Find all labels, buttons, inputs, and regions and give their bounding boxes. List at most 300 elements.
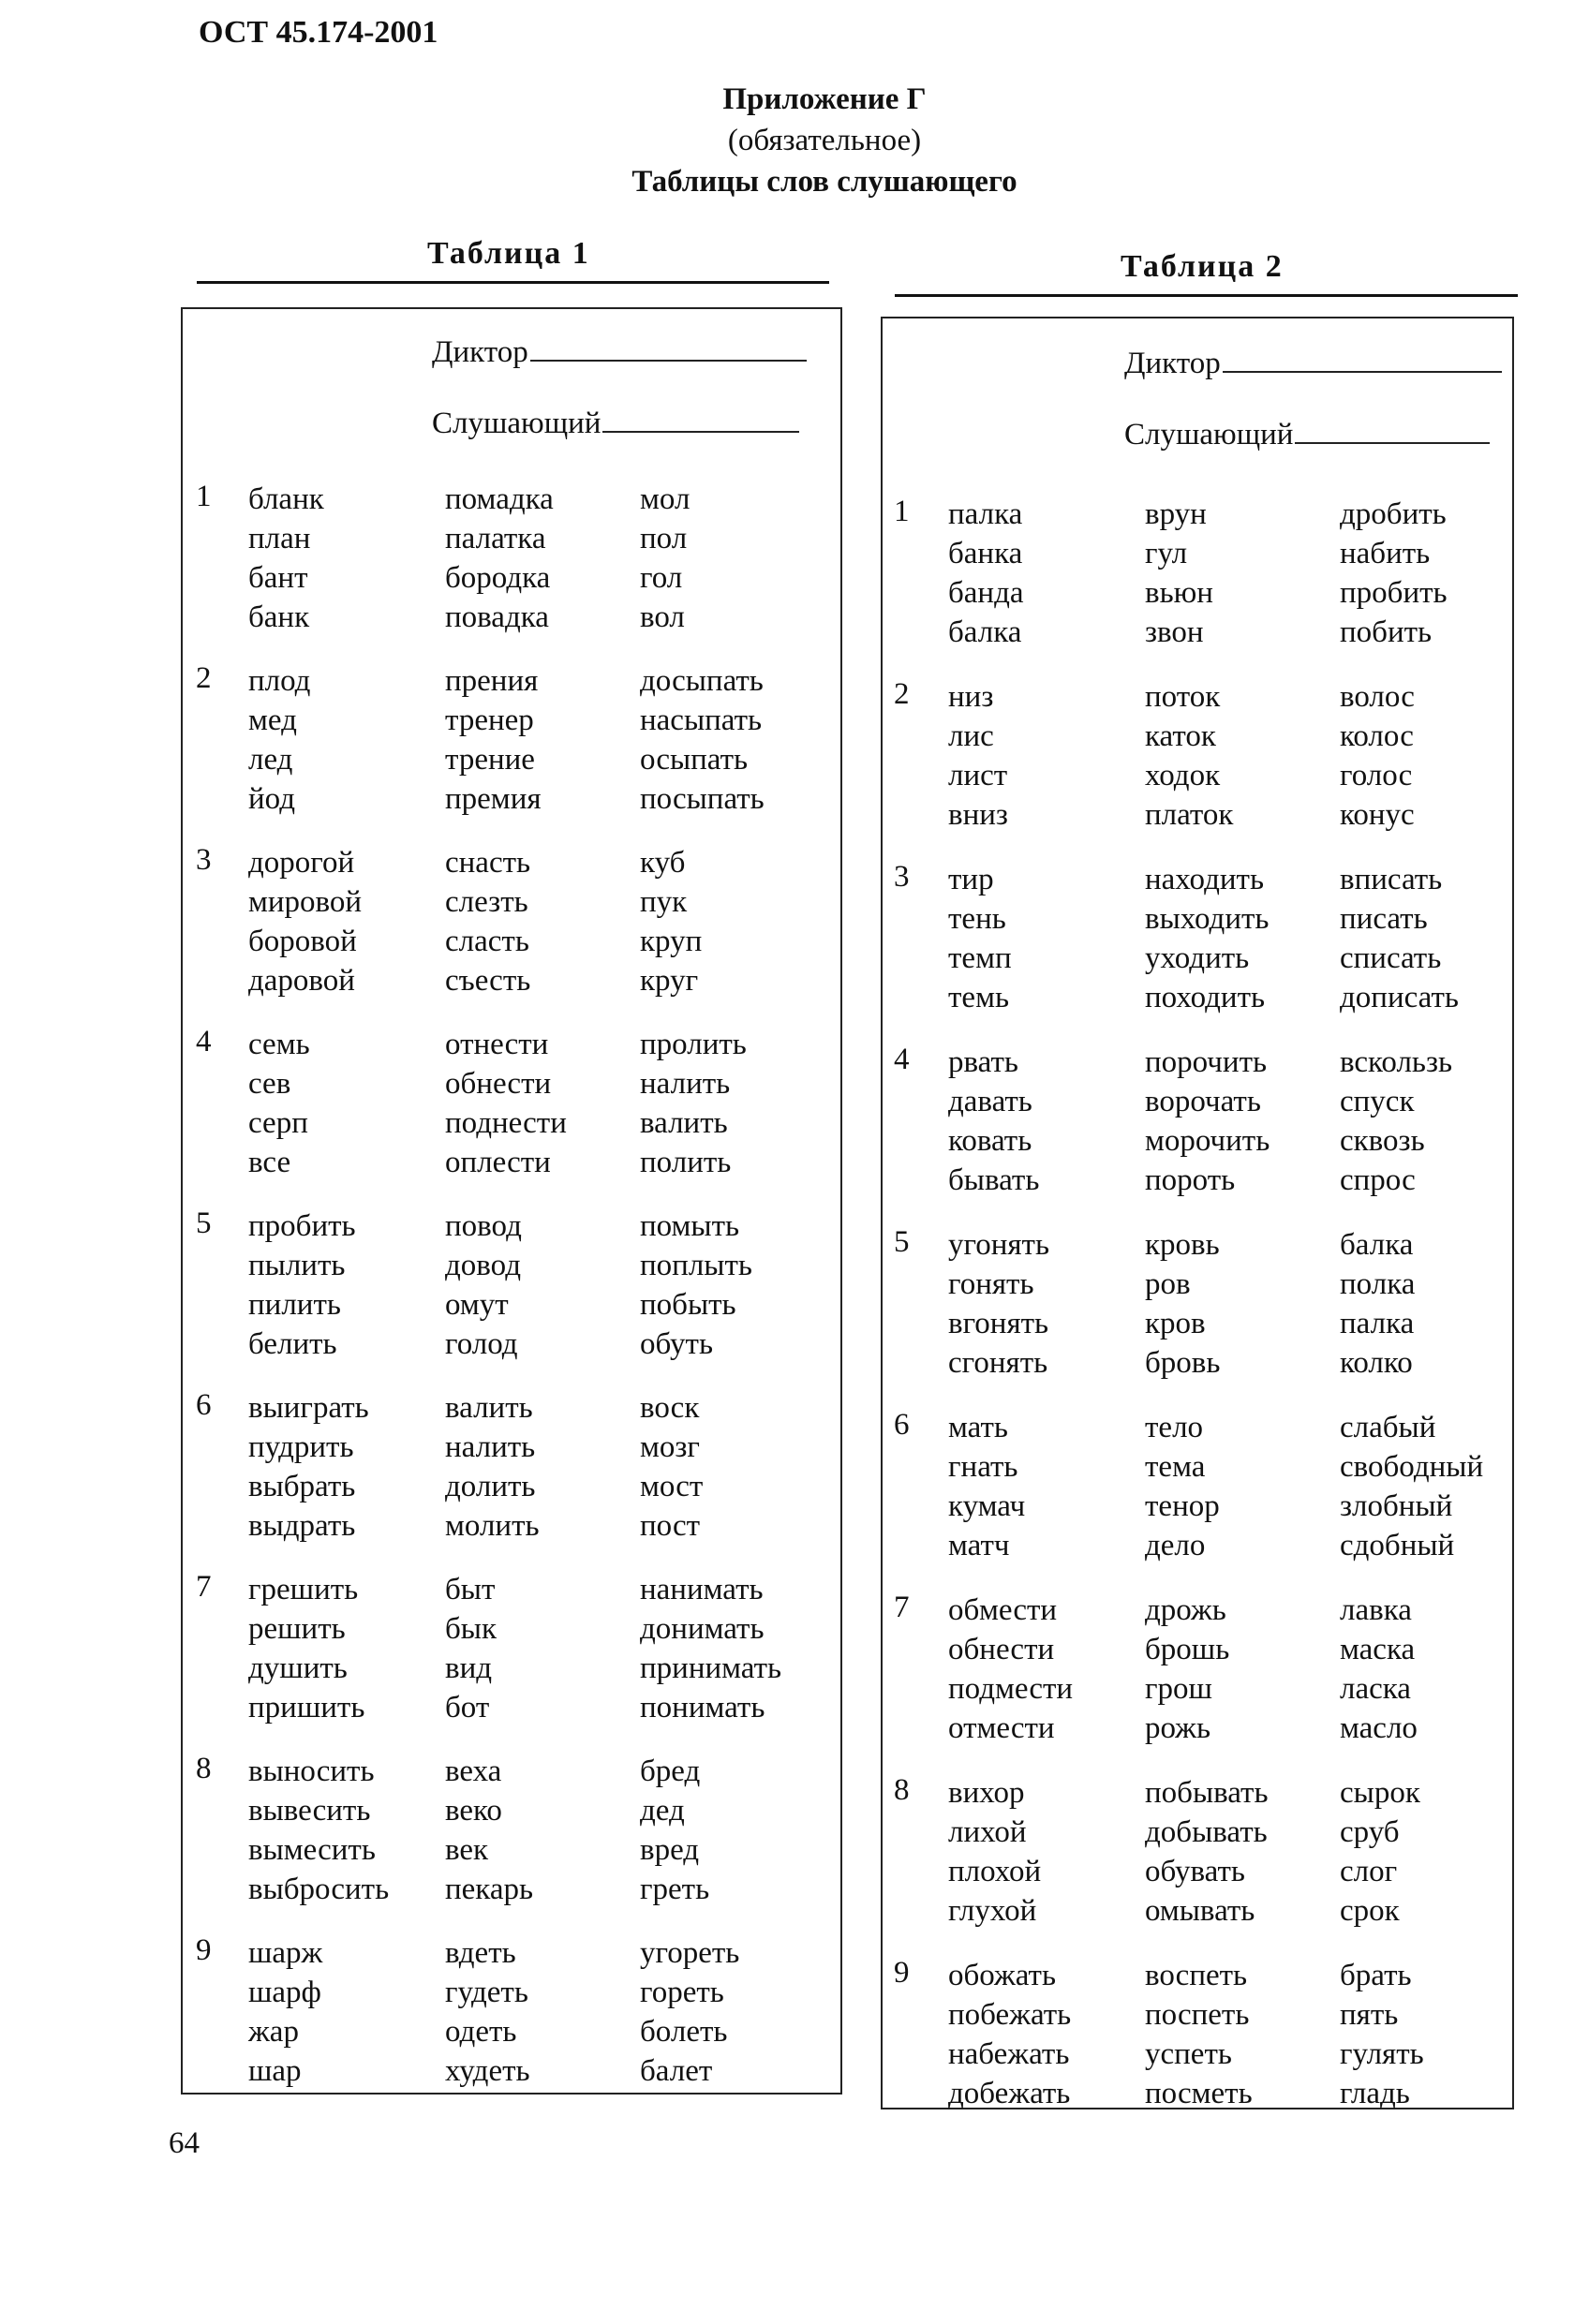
word: посметь [1145,2077,1253,2110]
word: пылить [248,1249,346,1282]
word-column-3 [1340,1956,1424,2113]
word: поплыть [640,1249,752,1282]
word-column-1 [248,1388,369,1546]
word: тень [948,902,1006,936]
word-column-1 [948,1591,1073,1748]
word: банк [248,600,310,634]
word-column-3 [640,1752,709,1909]
word: списать [1340,941,1442,975]
word: налить [445,1430,536,1464]
word: тенор [1145,1489,1220,1523]
word: молить [445,1509,540,1543]
word: одеть [445,2015,517,2049]
word: поднести [445,1106,567,1140]
word: обуть [640,1327,714,1361]
word: давать [948,1085,1032,1118]
word-group-8 [883,1773,1512,1942]
word-column-2 [1145,1591,1229,1748]
word: трение [445,743,535,777]
word: омывать [1145,1894,1255,1928]
word: выбрать [248,1470,356,1503]
word-column-3 [1340,1773,1420,1931]
word-column-1 [248,1025,310,1182]
word: лихой [948,1815,1027,1849]
word: пять [1340,1998,1399,2032]
word-column-2 [445,1388,540,1546]
word-column-1 [248,1206,356,1364]
word: обмести [948,1593,1058,1627]
word: маска [1340,1633,1416,1666]
word: пришить [248,1691,365,1724]
word-column-2 [445,1570,497,1727]
word: вол [640,600,685,634]
speaker-label: Диктор [432,335,528,369]
document-code: ОСТ 45.174-2001 [199,15,438,50]
word: успеть [1145,2037,1232,2071]
word: болеть [640,2015,728,2049]
word: йод [248,782,295,816]
word: балка [1340,1228,1414,1262]
word: слог [1340,1855,1398,1888]
word-group-1 [883,495,1512,663]
word: долить [445,1470,536,1503]
word: врун [1145,497,1207,531]
word: воспеть [1145,1959,1248,1992]
word: брошь [1145,1633,1230,1666]
word: дробить [1340,497,1447,531]
word-column-3 [1340,860,1459,1017]
word: ходок [1145,759,1221,792]
word-column-2 [1145,495,1213,652]
word-column-2 [445,1933,530,2091]
word: пороть [1145,1163,1236,1197]
word: рожь [1145,1711,1211,1745]
word: донимать [640,1612,765,1646]
word-column-3 [1340,1408,1483,1565]
word: осыпать [640,743,749,777]
word-group-7 [883,1591,1512,1759]
word: вывесить [248,1794,371,1828]
word-column-1 [248,843,362,1000]
word: выиграть [248,1391,369,1425]
word: выходить [1145,902,1270,936]
word: срок [1340,1894,1400,1928]
word: вьюн [1145,576,1213,610]
word: ковать [948,1124,1032,1158]
word: пост [640,1509,701,1543]
word: помыть [640,1209,740,1243]
word: шарф [248,1976,321,2009]
word: полить [640,1146,732,1179]
word: повод [445,1209,522,1243]
word: лис [948,719,994,753]
word-column-3 [640,661,765,819]
word: понимать [640,1691,765,1724]
word: полка [1340,1267,1416,1301]
word: бред [640,1754,701,1788]
word: душить [248,1651,348,1685]
listener-label: Слушающий [432,407,601,440]
word: пилить [248,1288,341,1322]
table-1-box [181,307,842,2095]
word: бровь [1145,1346,1221,1380]
word: выбросить [248,1873,390,1906]
group-number: 1 [196,480,212,513]
group-number: 3 [894,860,910,894]
word-column-2 [445,661,542,819]
word: бывать [948,1163,1040,1197]
word-column-2 [445,480,554,637]
word: добежать [948,2077,1071,2110]
word: балет [640,2054,713,2088]
word: масло [1340,1711,1418,1745]
word: брать [1340,1959,1412,1992]
group-number: 4 [196,1025,212,1058]
speaker-blank-line [530,335,807,362]
word: круг [640,964,699,998]
word: досыпать [640,664,764,698]
word-column-3 [640,1206,752,1364]
word-group-5 [183,1206,840,1375]
word: вскользь [1340,1045,1453,1079]
word: писать [1340,902,1428,936]
word: находить [1145,863,1265,896]
word: поспеть [1145,1998,1250,2032]
word: вымесить [248,1833,376,1867]
word: вихор [948,1776,1025,1810]
word: насыпать [640,703,763,737]
word: гладь [1340,2077,1410,2110]
word: гонять [948,1267,1034,1301]
word: платок [1145,798,1234,832]
word: кровь [1145,1228,1220,1262]
word: решить [248,1612,346,1646]
listener-blank-line [1295,418,1490,444]
word: сгонять [948,1346,1048,1380]
word: угонять [948,1228,1050,1262]
word: быт [445,1573,496,1606]
word: палатка [445,522,546,555]
word: премия [445,782,542,816]
word-column-2 [445,843,530,1000]
word: мол [640,482,691,516]
word: дед [640,1794,685,1828]
word-column-3 [1340,1225,1415,1383]
speaker-blank-line [1223,347,1502,373]
word: белить [248,1327,337,1361]
group-number: 3 [196,843,212,877]
group-number: 9 [894,1956,910,1990]
group-number: 6 [196,1388,212,1422]
word: лавка [1340,1593,1412,1627]
word: плод [248,664,311,698]
table-2-title: Таблица 2 [1121,249,1284,284]
word-column-1 [248,661,310,819]
word: куб [640,846,686,880]
word: нанимать [640,1573,764,1606]
word: пук [640,885,688,919]
speaker-field [1124,347,1502,381]
word: мировой [248,885,363,919]
word: темь [948,981,1010,1014]
word-group-5 [883,1225,1512,1394]
word: бланк [248,482,324,516]
word-group-3 [183,843,840,1012]
word-group-4 [183,1025,840,1193]
word: бант [248,561,308,595]
word: боровой [248,925,357,958]
word-group-9 [183,1933,840,2102]
word: тир [948,863,994,896]
word-group-9 [883,1956,1512,2124]
word-column-3 [1340,1591,1418,1748]
word: выдрать [248,1509,356,1543]
word: семь [248,1028,310,1061]
word: сырок [1340,1776,1420,1810]
word: мед [248,703,297,737]
word: кров [1145,1307,1206,1340]
word: палка [948,497,1023,531]
word: поток [1145,680,1221,714]
word-column-2 [1145,1225,1220,1383]
word: гулять [1340,2037,1424,2071]
word: голод [445,1327,518,1361]
word: сласть [445,925,529,958]
word: довод [445,1249,521,1282]
word-column-3 [1340,677,1415,835]
word: уходить [1145,941,1250,975]
word-column-3 [1340,495,1448,652]
listener-field [1124,418,1490,452]
word: пекарь [445,1873,534,1906]
word-column-2 [445,1206,522,1364]
word: обувать [1145,1855,1245,1888]
word: повадка [445,600,549,634]
word-column-1 [948,1043,1039,1200]
page-title: Таблицы слов слушающего [631,165,1017,199]
word: отнести [445,1028,549,1061]
word: пробить [1340,576,1448,610]
word-column-2 [1145,1956,1253,2113]
word-column-1 [948,1225,1049,1383]
word: сев [248,1067,291,1101]
word: кумач [948,1489,1026,1523]
word: бык [445,1612,497,1646]
speaker-field [432,335,807,370]
group-number: 8 [196,1752,212,1785]
word-group-3 [883,860,1512,1029]
word: даровой [248,964,355,998]
word: оплести [445,1146,551,1179]
group-number: 1 [894,495,910,528]
table-2-box [881,317,1514,2109]
word: веко [445,1794,502,1828]
word: конус [1340,798,1415,832]
word-column-1 [948,495,1024,652]
word: тренер [445,703,534,737]
word: жар [248,2015,299,2049]
table-1-title: Таблица 1 [427,236,590,271]
word: спуск [1340,1085,1415,1118]
word: набить [1340,537,1431,570]
word: гудеть [445,1976,528,2009]
word-column-2 [1145,1043,1270,1200]
word-column-2 [1145,677,1233,835]
listener-field [432,407,799,441]
word-column-2 [445,1752,533,1909]
word: угореть [640,1936,740,1970]
word: век [445,1833,489,1867]
word: слезть [445,885,528,919]
word: шар [248,2054,302,2088]
word-column-1 [248,1570,364,1727]
word: вдеть [445,1936,516,1970]
word: побить [1340,615,1433,649]
word: бот [445,1691,490,1724]
word: лед [248,743,293,777]
word: мать [948,1411,1008,1444]
word-group-2 [183,661,840,830]
word: вид [445,1651,493,1685]
word: рвать [948,1045,1018,1079]
word-column-3 [640,1570,781,1727]
word: воск [640,1391,700,1425]
word-column-3 [640,1388,703,1546]
word-column-1 [948,1773,1041,1931]
word-group-1 [183,480,840,648]
group-number: 7 [196,1570,212,1604]
word-column-3 [640,1933,739,2091]
word: сдобный [1340,1529,1455,1562]
word-group-7 [183,1570,840,1739]
word: греть [640,1873,710,1906]
word: валить [445,1391,533,1425]
word: омут [445,1288,509,1322]
word: прения [445,664,539,698]
word-column-1 [248,1752,389,1909]
word-column-1 [248,480,324,637]
word: звон [1145,615,1204,649]
word: мозг [640,1430,700,1464]
word: подмести [948,1672,1074,1706]
word: обнести [948,1633,1055,1666]
word: побыть [640,1288,736,1322]
word-column-3 [1340,1043,1452,1200]
word: сквозь [1340,1124,1425,1158]
word: дописать [1340,981,1459,1014]
word: грош [1145,1672,1212,1706]
word-column-1 [948,1956,1071,2113]
group-number: 5 [894,1225,910,1259]
word-column-2 [445,1025,567,1182]
word: каток [1145,719,1216,753]
word-group-6 [883,1408,1512,1576]
word-column-1 [948,677,1008,835]
word-group-2 [883,677,1512,846]
word: тема [1145,1450,1206,1484]
speaker-label: Диктор [1124,347,1221,380]
word: обнести [445,1067,552,1101]
word: грешить [248,1573,359,1606]
word: гул [1145,537,1188,570]
word: вгонять [948,1307,1049,1340]
word: колко [1340,1346,1413,1380]
word: ласка [1340,1672,1411,1706]
word: лист [948,759,1008,792]
word: веха [445,1754,502,1788]
word: матч [948,1529,1010,1562]
word: серп [248,1106,308,1140]
group-number: 5 [196,1206,212,1240]
word: бородка [445,561,551,595]
page-number: 64 [169,2126,200,2160]
word-column-2 [1145,1773,1269,1931]
word: вниз [948,798,1008,832]
word: все [248,1146,291,1179]
word: злобный [1340,1489,1453,1523]
word: слабый [1340,1411,1436,1444]
word: морочить [1145,1124,1270,1158]
word: плохой [948,1855,1042,1888]
word: круп [640,925,703,958]
word-column-3 [640,1025,747,1182]
word: выносить [248,1754,375,1788]
word-column-1 [948,860,1012,1017]
word-column-2 [1145,860,1269,1017]
word: мост [640,1470,704,1503]
group-number: 8 [894,1773,910,1807]
word: сруб [1340,1815,1400,1849]
word: колос [1340,719,1414,753]
word: пудрить [248,1430,354,1464]
word: балка [948,615,1022,649]
word: волос [1340,680,1415,714]
word: вред [640,1833,700,1867]
table-1-title-rule [197,281,829,284]
word: пол [640,522,688,555]
word-group-8 [183,1752,840,1920]
word: побежать [948,1998,1072,2032]
word: тело [1145,1411,1204,1444]
word-group-6 [183,1388,840,1557]
word: набежать [948,2037,1070,2071]
word-column-1 [248,1933,322,2091]
table-2-title-rule [895,294,1518,297]
word: гореть [640,1976,724,2009]
word: низ [948,680,994,714]
group-number: 6 [894,1408,910,1442]
listener-blank-line [602,407,799,433]
word: шарж [248,1936,323,1970]
word-column-1 [948,1408,1025,1565]
group-number: 2 [196,661,212,695]
word: вписать [1340,863,1443,896]
word: дрожь [1145,1593,1226,1627]
group-number: 9 [196,1933,212,1967]
word: гнать [948,1450,1018,1484]
word: ворочать [1145,1085,1261,1118]
word: отмести [948,1711,1055,1745]
word: дело [1145,1529,1206,1562]
word: помадка [445,482,554,516]
word-group-4 [883,1043,1512,1211]
word: палка [1340,1307,1415,1340]
word: снасть [445,846,531,880]
word: валить [640,1106,728,1140]
word: порочить [1145,1045,1268,1079]
word: побывать [1145,1776,1269,1810]
word-column-3 [640,480,690,637]
